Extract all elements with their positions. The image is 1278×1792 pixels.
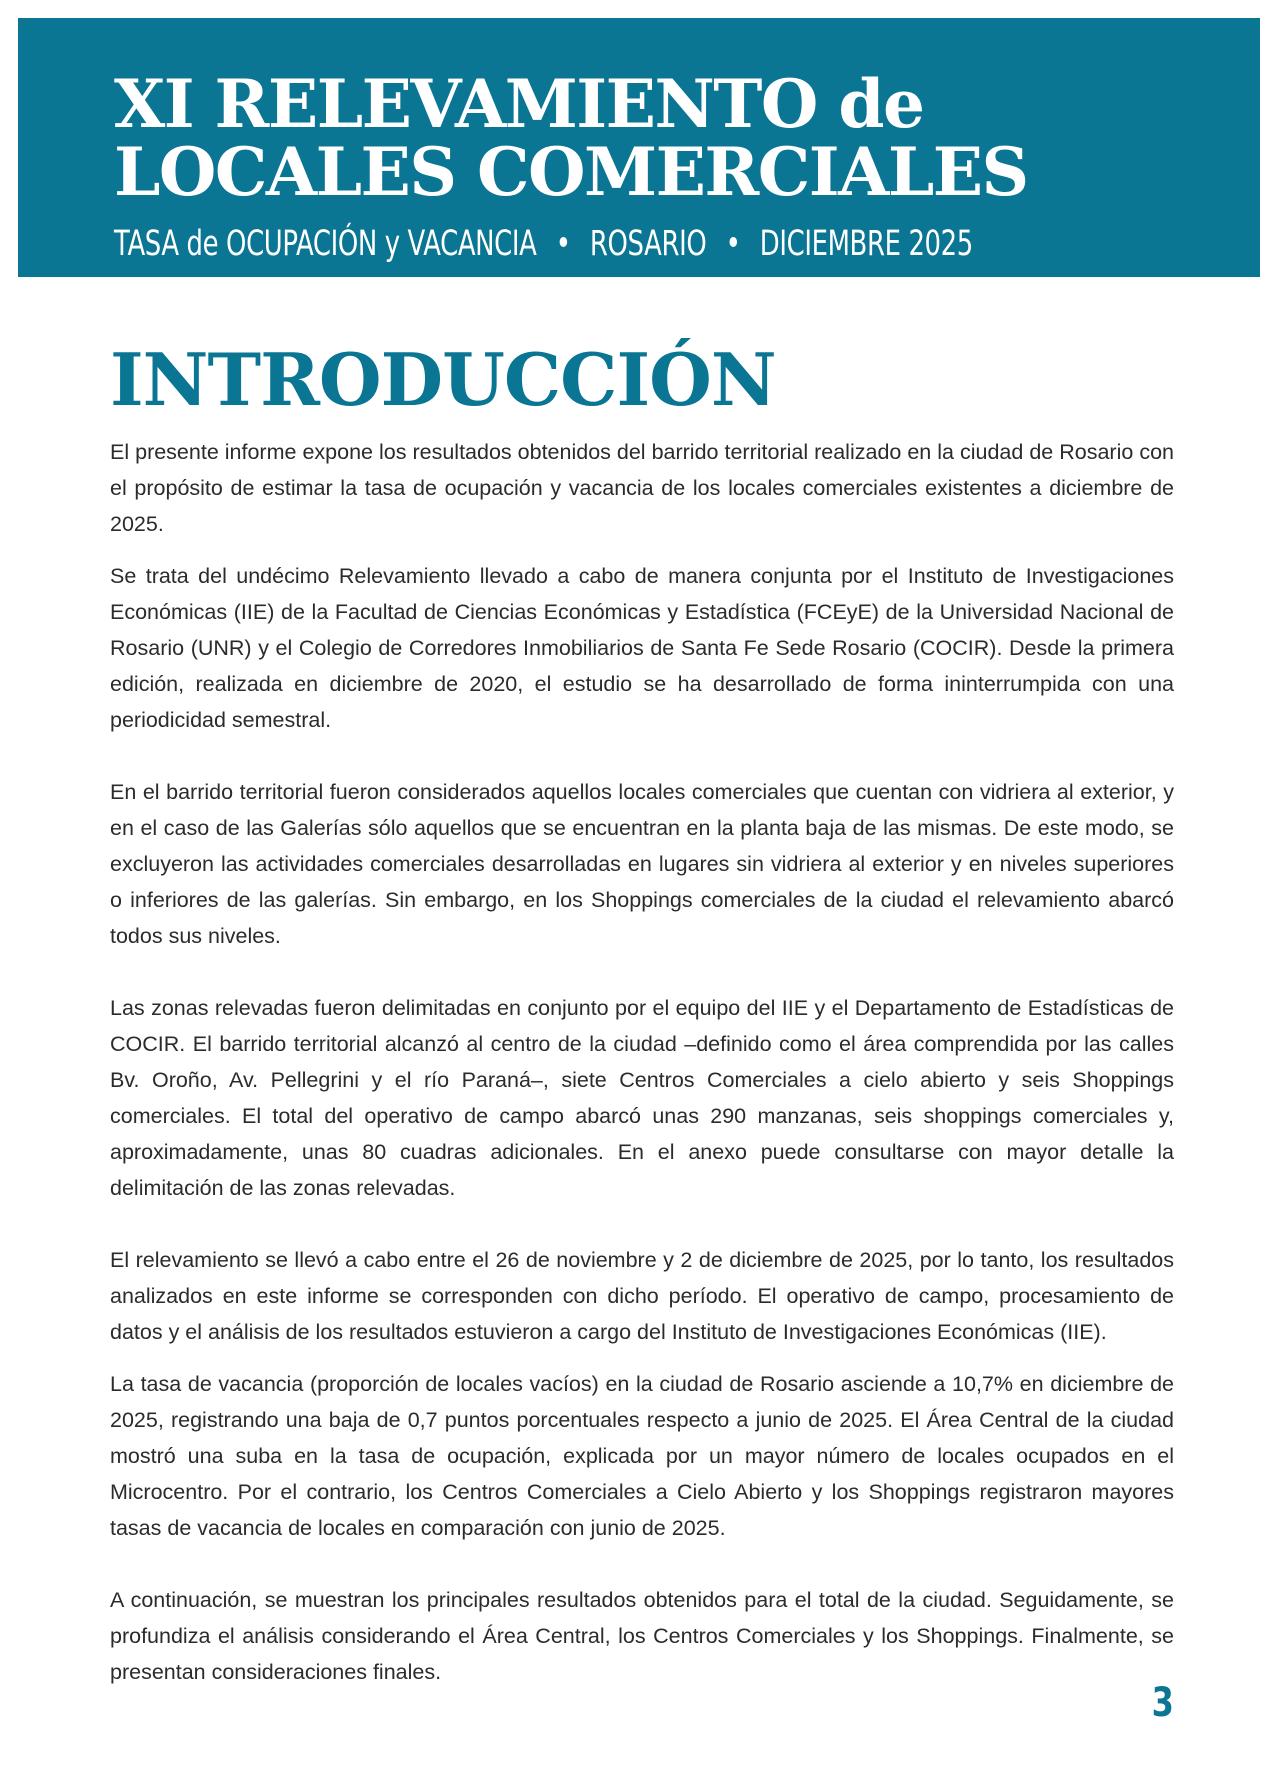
paragraph-2: Se trata del undécimo Relevamiento llevado a cabo de manera conjunta por el Instituto de Investigaciones Económicas (IIE) de la Facultad de Ciencias Económicas y Estadística (FCEyE) de la Universidad Nacional de Rosario (UNR) y el Colegio de Corredores Inmobiliarios de Santa Fe Sede Rosario (COCIR). Desde la primera edición, realizada en diciembre de 2020, el estudio se ha desarrollado de forma ininterrumpida con una periodicidad semestral. xyxy=(110,564,1174,732)
page-number: 3 xyxy=(1151,1680,1174,1726)
subtitle-topic: TASA de OCUPACIÓN y VACANCIA xyxy=(114,224,537,264)
report-subtitle xyxy=(114,224,973,264)
subtitle-city: ROSARIO xyxy=(589,224,707,264)
report-title-line-2: LOCALES COMERCIALES xyxy=(114,133,1028,211)
paragraph-3: En el barrido territorial fueron considerados aquellos locales comerciales que cuentan con vidriera al exterior, y en el caso de las Galerías sólo aquellos que se encuentran en la planta baja de las mismas. De este modo, se excluyeron las actividades comerciales desarrolladas en lugares sin vidriera al exterior y en niveles superiores o inferiores de las galerías. Sin embargo, en los Shoppings comerciales de la ciudad el relevamiento abarcó todos sus niveles. xyxy=(110,780,1174,948)
report-header-banner xyxy=(18,18,1260,277)
section-title: INTRODUCCIÓN xyxy=(110,337,776,422)
paragraph-7: A continuación, se muestran los principales resultados obtenidos para el total de la ciudad. Seguidamente, se profundiza el análisis considerando el Área Central, los Centros Comerciales y los Shoppings. Finalmente, se presentan consideraciones finales. xyxy=(110,1588,1174,1684)
paragraph-5: El relevamiento se llevó a cabo entre el 26 de noviembre y 2 de diciembre de 2025, por lo tanto, los resultados analizados en este informe se corresponden con dicho período. El operativo de campo, procesamiento de datos y el análisis de los resultados estuvieron a cargo del Instituto de Investigaciones Económicas (IIE). xyxy=(110,1248,1174,1344)
introduction-body xyxy=(110,434,1174,1706)
paragraph-1: El presente informe expone los resultados obtenidos del barrido territorial realizado en la ciudad de Rosario con el propósito de estimar la tasa de ocupación y vacancia de los locales comerciales existentes a diciembre de 2025. xyxy=(110,440,1174,536)
subtitle-date: DICIEMBRE 2025 xyxy=(759,224,973,264)
paragraph-4: Las zonas relevadas fueron delimitadas en conjunto por el equipo del IIE y el Departamento de Estadísticas de COCIR. El barrido territorial alcanzó al centro de la ciudad –definido como el área comprendida por las calles Bv. Oroño, Av. Pellegrini y el río Paraná–, siete Centros Comerciales a cielo abierto y seis Shoppings comerciales. El total del operativo de campo abarcó unas 290 manzanas, seis shoppings comerciales y, aproximadamente, unas 80 cuadras adicionales. En el anexo puede consultarse con mayor detalle la delimitación de las zonas relevadas. xyxy=(110,996,1174,1200)
report-title-line-1: XI RELEVAMIENTO de xyxy=(114,65,924,143)
paragraph-6: La tasa de vacancia (proporción de locales vacíos) en la ciudad de Rosario asciende a 10,7% en diciembre de 2025, registrando una baja de 0,7 puntos porcentuales respecto a junio de 2025. El Área Central de la ciudad mostró una suba en la tasa de ocupación, explicada por un mayor número de locales ocupados en el Microcentro. Por el contrario, los Centros Comerciales a Cielo Abierto y los Shoppings registraron mayores tasas de vacancia de locales en comparación con junio de 2025. xyxy=(110,1372,1174,1540)
subtitle-bullet-2: • xyxy=(725,224,741,264)
subtitle-bullet-1: • xyxy=(555,224,571,264)
